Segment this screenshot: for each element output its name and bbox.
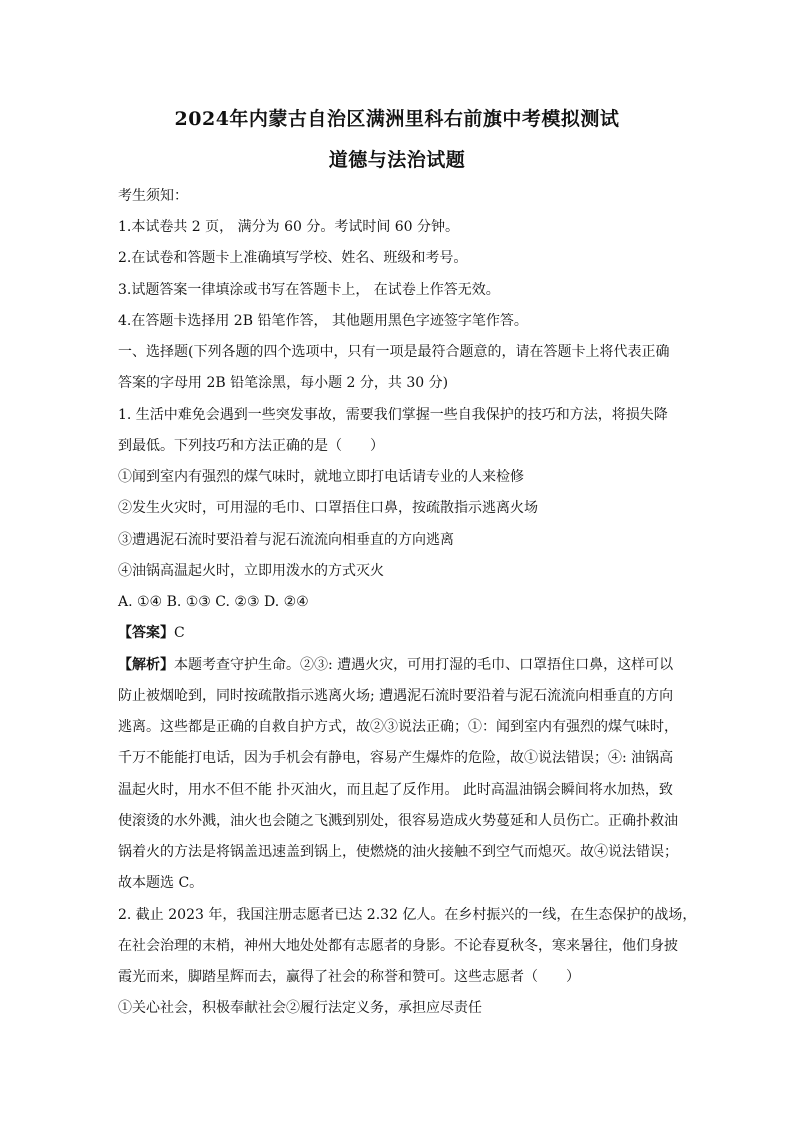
analysis-text: 本题考查守护生命。②③: 遭遇火灾，可用打湿的毛巾、口罩捂住口鼻，这样可以 <box>174 657 674 673</box>
notice-item: 3.试题答案一律填涂或书写在答题卡上， 在试卷上作答无效。 <box>118 282 500 298</box>
notice-item: 4.在答题卡选择用 2B 铅笔作答， 其他题用黑色字迹签字笔作答。 <box>118 313 528 329</box>
section-instructions: 一、选择题(下列各题的四个选项中，只有一项是最符合题意的，请在答题卡上将代表正确 <box>118 344 670 360</box>
question-1-answer <box>118 623 185 643</box>
question-1-choices: A. ①④ B. ①③ C. ②③ D. ②④ <box>118 594 309 610</box>
question-1-analysis: 千万不能能打电话，因为手机会有静电，容易产生爆炸的危险，故①说法错误；④: 油锅高 <box>118 750 674 766</box>
question-2-stem: 在社会治理的末梢，神州大地处处都有志愿者的身影。不论春夏秋冬，寒来暑往，他们身披 <box>118 938 678 954</box>
question-1-option: ④油锅高温起火时，立即用泼水的方式灭火 <box>118 563 384 579</box>
question-1-analysis: 使滚烫的水外溅，油火也会随之飞溅到别处，很容易造成火势蔓延和人员伤亡。正确扑救油 <box>118 813 678 829</box>
notice-item: 2.在试卷和答题卡上准确填写学校、姓名、班级和考号。 <box>118 250 468 266</box>
question-1-stem: 到最低。下列技巧和方法正确的是（ ） <box>118 438 384 454</box>
question-1-analysis: 锅着火的方法是将锅盖迅速盖到锅上，使燃烧的油火接触不到空气而熄灭。故④说法错误； <box>118 844 678 860</box>
question-1-option: ①闻到室内有强烈的煤气味时，就地立即打电话请专业的人来检修 <box>118 469 524 485</box>
question-1-option: ②发生火灾时，可用湿的毛巾、口罩捂住口鼻，按疏散指示逃离火场 <box>118 500 538 516</box>
analysis-label: 【解析】 <box>118 657 174 673</box>
question-2-option: ①关心社会，积极奉献社会②履行法定义务，承担应尽责任 <box>118 1000 482 1016</box>
question-2-stem: 2. 截止 2023 年，我国注册志愿者已达 2.32 亿人。在乡村振兴的一线，在生态保护的战场， <box>118 907 697 923</box>
answer-value: C <box>174 625 185 641</box>
question-1-analysis <box>118 655 673 675</box>
question-1-analysis: 逃离。这些都是正确的自救自护方式，故②③说法正确；①：闻到室内有强烈的煤气味时， <box>118 719 678 735</box>
notice-item: 1.本试卷共 2 页， 满分为 60 分。考试时间 60 分钟。 <box>118 219 460 235</box>
notice-heading: 考生须知： <box>118 188 188 204</box>
document-title: 2024年内蒙古自治区满洲里科右前旗中考模拟测试 <box>174 108 620 130</box>
question-1-analysis: 防止被烟呛到，同时按疏散指示逃离火场; 遭遇泥石流时要沿着与泥石流流向相垂直的方向 <box>118 688 674 704</box>
question-1-option: ③遭遇泥石流时要沿着与泥石流流向相垂直的方向逃离 <box>118 532 454 548</box>
question-1-stem: 1. 生活中难免会遇到一些突发事故，需要我们掌握一些自我保护的技巧和方法，将损失降 <box>118 407 668 423</box>
answer-label: 【答案】 <box>118 625 174 641</box>
document-subtitle: 道德与法治试题 <box>328 149 466 171</box>
question-1-analysis: 温起火时，用水不但不能 扑灭油火，而且起了反作用。 此时高温油锅会瞬间将水加热，致 <box>118 782 673 798</box>
section-instructions: 答案的字母用 2B 铅笔涂黑，每小题 2 分，共 30 分) <box>118 375 449 391</box>
question-1-analysis: 故本题选 C。 <box>118 875 204 891</box>
question-2-stem: 霞光而来，脚踏星辉而去，赢得了社会的称誉和赞可。这些志愿者（ ） <box>118 969 580 985</box>
